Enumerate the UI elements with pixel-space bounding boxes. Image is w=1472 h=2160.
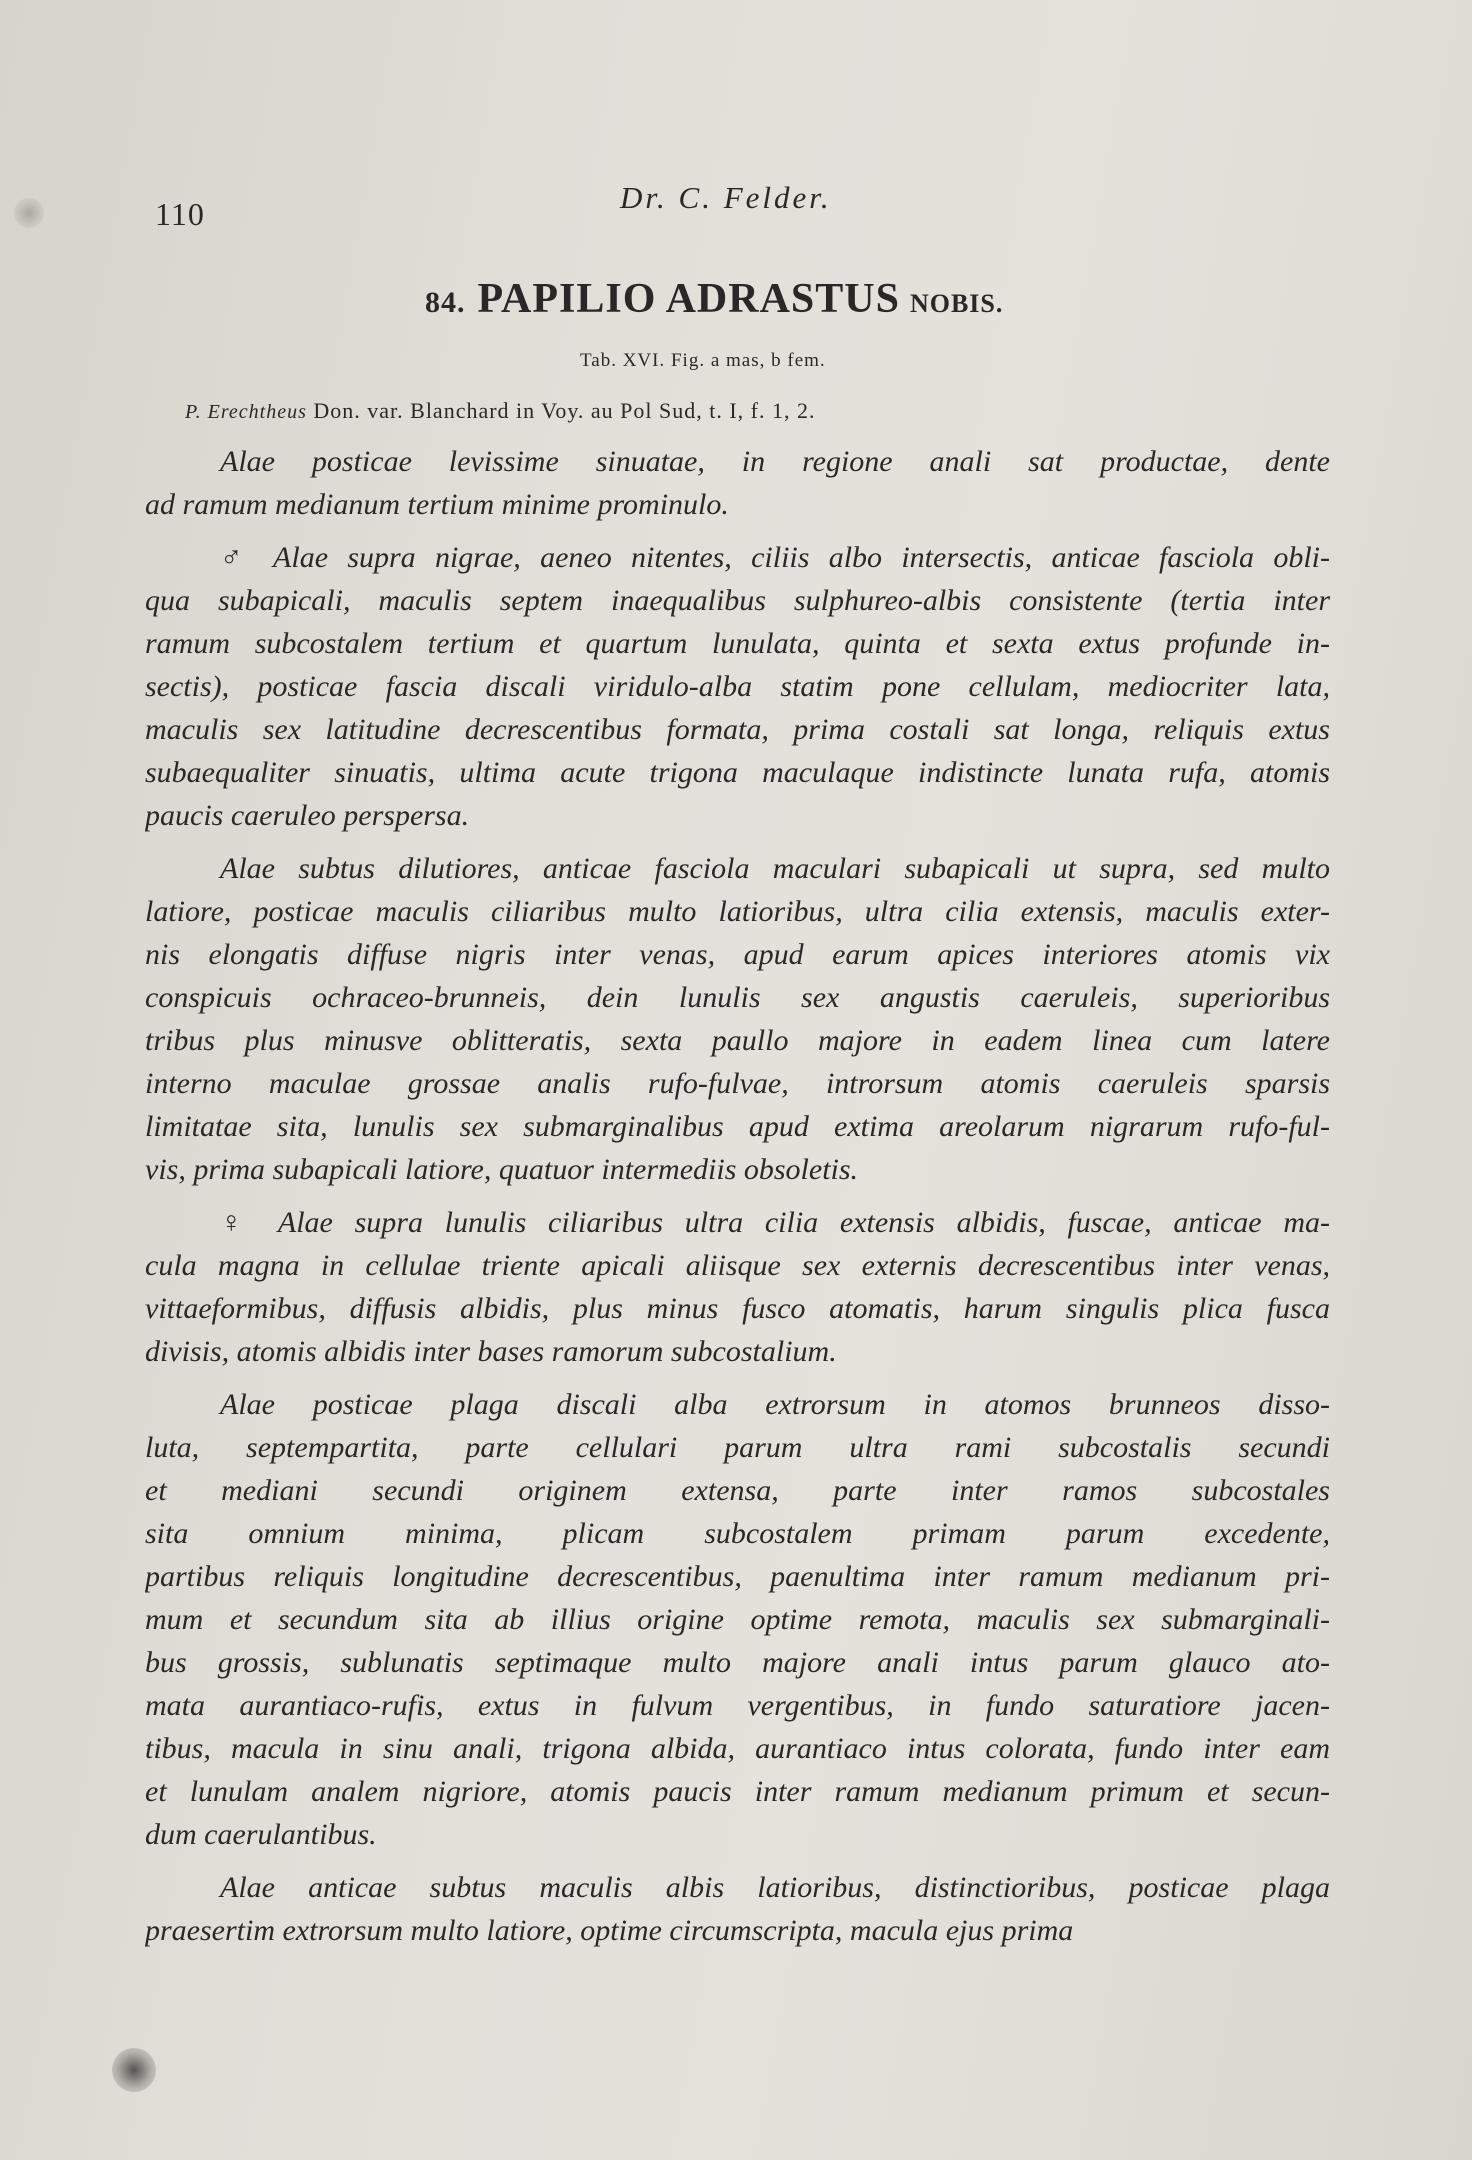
text-line: mata aurantiaco-rufis, extus in fulvum vergentibus, in fundo saturatiore jacen- [145, 1689, 1330, 1722]
text-line: nis elongatis diffuse nigris inter venas, apud earum apices interiores atomis vix [145, 938, 1330, 971]
text-line: interno maculae grossae analis rufo-fulvae, introrsum atomis caeruleis sparsis [145, 1067, 1330, 1100]
text-line: ♀ Alae supra lunulis ciliaribus ultra cilia extensis albidis, fuscae, anticae ma- [220, 1206, 1330, 1239]
running-head: Dr. C. Felder. [620, 180, 832, 215]
text-line: conspicuis ochraceo-brunneis, dein lunulis sex angustis caeruleis, superioribus [145, 981, 1330, 1014]
species-name: PAPILIO ADRASTUS [477, 276, 900, 322]
text-line: dum caerulantibus. [145, 1818, 377, 1851]
text-line: latiore, posticae maculis ciliaribus multo latioribus, ultra cilia extensis, maculis exter- [145, 895, 1330, 928]
text-line: Alae anticae subtus maculis albis latioribus, distinctioribus, posticae plaga [220, 1871, 1330, 1904]
ink-smudge-top-left [14, 198, 44, 228]
plate-reference: Tab. XVI. Fig. a mas, b fem. [580, 350, 826, 371]
text-line: ramum subcostalem tertium et quartum lunulata, quinta et sexta extus profunde in- [145, 627, 1330, 660]
text-line: Alae subtus dilutiores, anticae fasciola maculari subapicali ut supra, sed multo [220, 852, 1330, 885]
text-line: qua subapicali, maculis septem inaequalibus sulphureo-albis consistente (tertia inter [145, 584, 1330, 617]
text-line: praesertim extrorsum multo latiore, optime circumscripta, macula ejus prima [145, 1914, 1074, 1947]
synonym-line [185, 398, 816, 424]
text-line: limitatae sita, lunulis sex submarginalibus apud extima areolarum nigrarum rufo-ful- [145, 1110, 1330, 1143]
text-line: vis, prima subapicali latiore, quatuor intermediis obsoletis. [145, 1153, 859, 1186]
text-line: ♂ Alae supra nigrae, aeneo nitentes, ciliis albo intersectis, anticae fasciola obli- [220, 541, 1330, 574]
text-line: luta, septempartita, parte cellulari parum ultra rami subcostalis secundi [145, 1431, 1330, 1464]
paragraph [145, 1201, 1330, 1373]
ink-smudge-bottom-left [112, 2048, 156, 2092]
text-line: mum et secundum sita ab illius origine optime remota, maculis sex submarginali- [145, 1603, 1330, 1636]
text-line: sectis), posticae fascia discali viridulo-alba statim pone cellulam, mediocriter lata, [145, 670, 1330, 703]
synonym-name: P. Erechtheus [185, 401, 307, 423]
species-heading [425, 275, 1003, 323]
species-authority: NOBIS. [909, 289, 1004, 318]
species-number: 84. [425, 286, 466, 319]
text-line: et mediani secundi originem extensa, parte inter ramos subcostales [145, 1474, 1330, 1507]
page-number: 110 [155, 196, 205, 232]
paragraph [145, 440, 1330, 526]
synonym-text: Don. var. Blanchard in Voy. au Pol Sud, t. I, f. 1, 2. [313, 398, 816, 423]
text-line: maculis sex latitudine decrescentibus formata, prima costali sat longa, reliquis extus [145, 713, 1330, 746]
text-line: Alae posticae plaga discali alba extrorsum in atomos brunneos disso- [220, 1388, 1330, 1421]
text-line: tribus plus minusve oblitteratis, sexta paullo majore in eadem linea cum latere [145, 1024, 1330, 1057]
paragraph [145, 536, 1330, 837]
text-line: partibus reliquis longitudine decrescentibus, paenultima inter ramum medianum pri- [145, 1560, 1330, 1593]
paragraph [145, 847, 1330, 1191]
description-body [145, 440, 1330, 1962]
text-line: divisis, atomis albidis inter bases ramorum subcostalium. [145, 1335, 837, 1368]
text-line: vittaeformibus, diffusis albidis, plus minus fusco atomatis, harum singulis plica fusca [145, 1292, 1330, 1325]
text-line: ad ramum medianum tertium minime prominulo. [145, 488, 729, 521]
text-line: et lunulam analem nigriore, atomis paucis inter ramum medianum primum et secun- [145, 1775, 1330, 1808]
text-line: Alae posticae levissime sinuatae, in regione anali sat productae, dente [220, 445, 1330, 478]
text-line: bus grossis, sublunatis septimaque multo majore anali intus parum glauco ato- [145, 1646, 1330, 1679]
paragraph [145, 1383, 1330, 1856]
paragraph [145, 1866, 1330, 1952]
text-line: tibus, macula in sinu anali, trigona albida, aurantiaco intus colorata, fundo inter eam [145, 1732, 1330, 1765]
text-line: paucis caeruleo perspersa. [145, 799, 470, 832]
text-line: subaequaliter sinuatis, ultima acute trigona maculaque indistincte lunata rufa, atomis [145, 756, 1330, 789]
text-line: sita omnium minima, plicam subcostalem primam parum excedente, [145, 1517, 1330, 1550]
text-line: cula magna in cellulae triente apicali aliisque sex externis decrescentibus inter venas, [145, 1249, 1330, 1282]
